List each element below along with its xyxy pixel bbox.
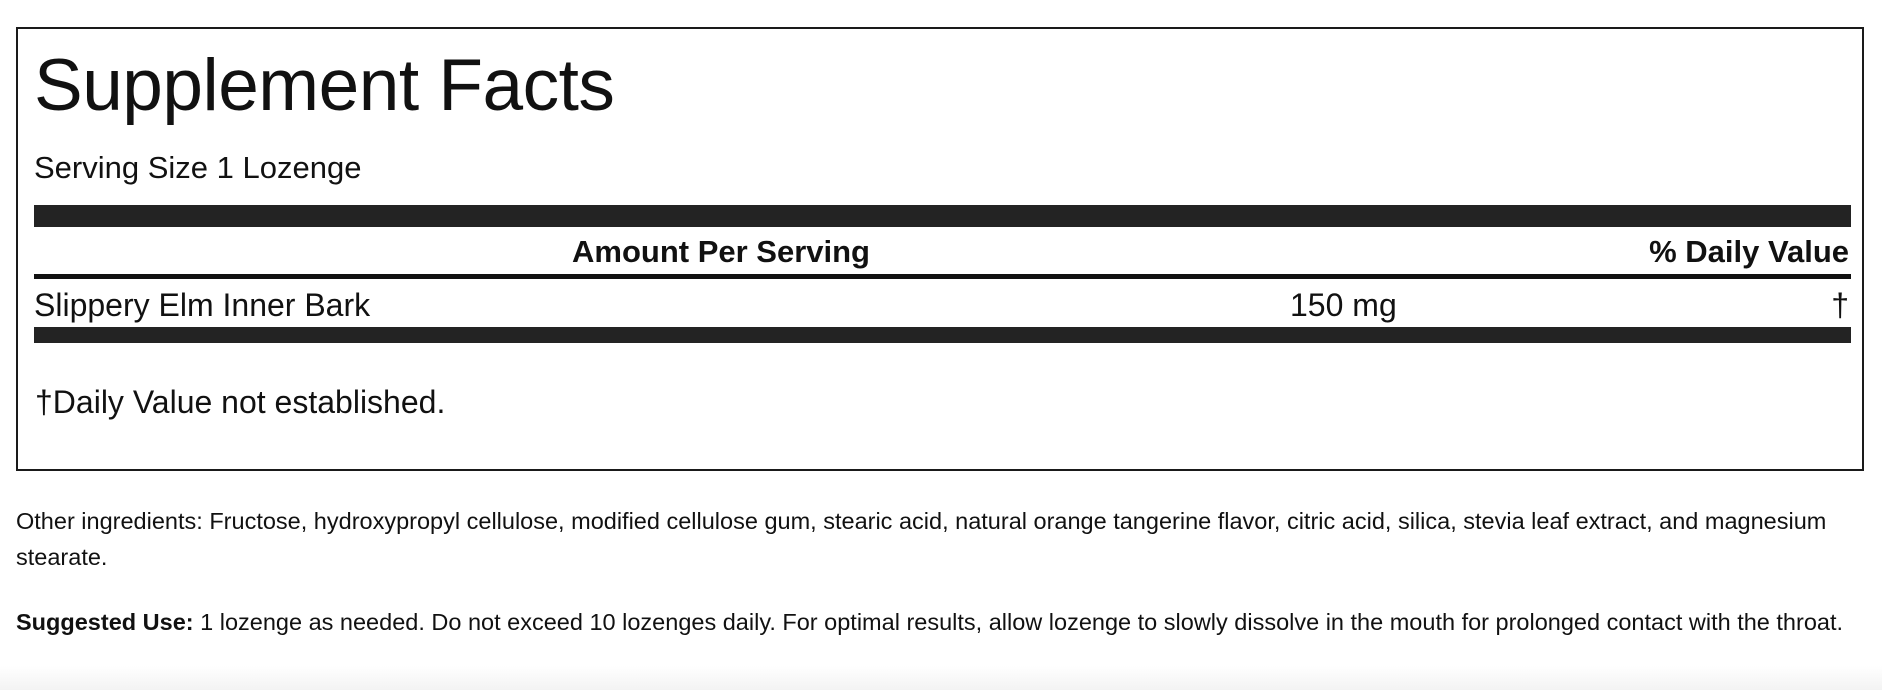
daily-value-header: % Daily Value	[1649, 234, 1849, 269]
ingredient-name: Slippery Elm Inner Bark	[34, 287, 371, 323]
facts-title: Supplement Facts	[34, 45, 615, 126]
other-ingredients-text: Other ingredients: Fructose, hydroxypropyl cellulose, modified cellulose gum, stearic acid, natural orange tangerine flavor, citric acid, silica, stevia leaf extract, and magnesium stearate.	[16, 508, 1827, 570]
serving-size: Serving Size 1 Lozenge	[34, 150, 362, 185]
thick-divider-top	[34, 205, 1851, 227]
suggested-use-text	[16, 604, 1846, 640]
amount-per-serving-header: Amount Per Serving	[572, 234, 870, 269]
page-bottom-fade	[0, 666, 1882, 690]
supplement-facts-panel	[16, 27, 1864, 471]
ingredient-amount: 150 mg	[1290, 287, 1397, 323]
header-divider	[34, 274, 1851, 279]
suggested-use-label: Suggested Use:	[16, 609, 194, 635]
ingredient-daily-value: †	[1831, 287, 1849, 323]
daily-value-footnote: †Daily Value not established.	[35, 384, 446, 420]
thick-divider-bottom	[34, 327, 1851, 343]
suggested-use-body: 1 lozenge as needed. Do not exceed 10 lozenges daily. For optimal results, allow lozenge to slowly dissolve in the mouth for prolonged contact with the throat.	[193, 609, 1844, 635]
